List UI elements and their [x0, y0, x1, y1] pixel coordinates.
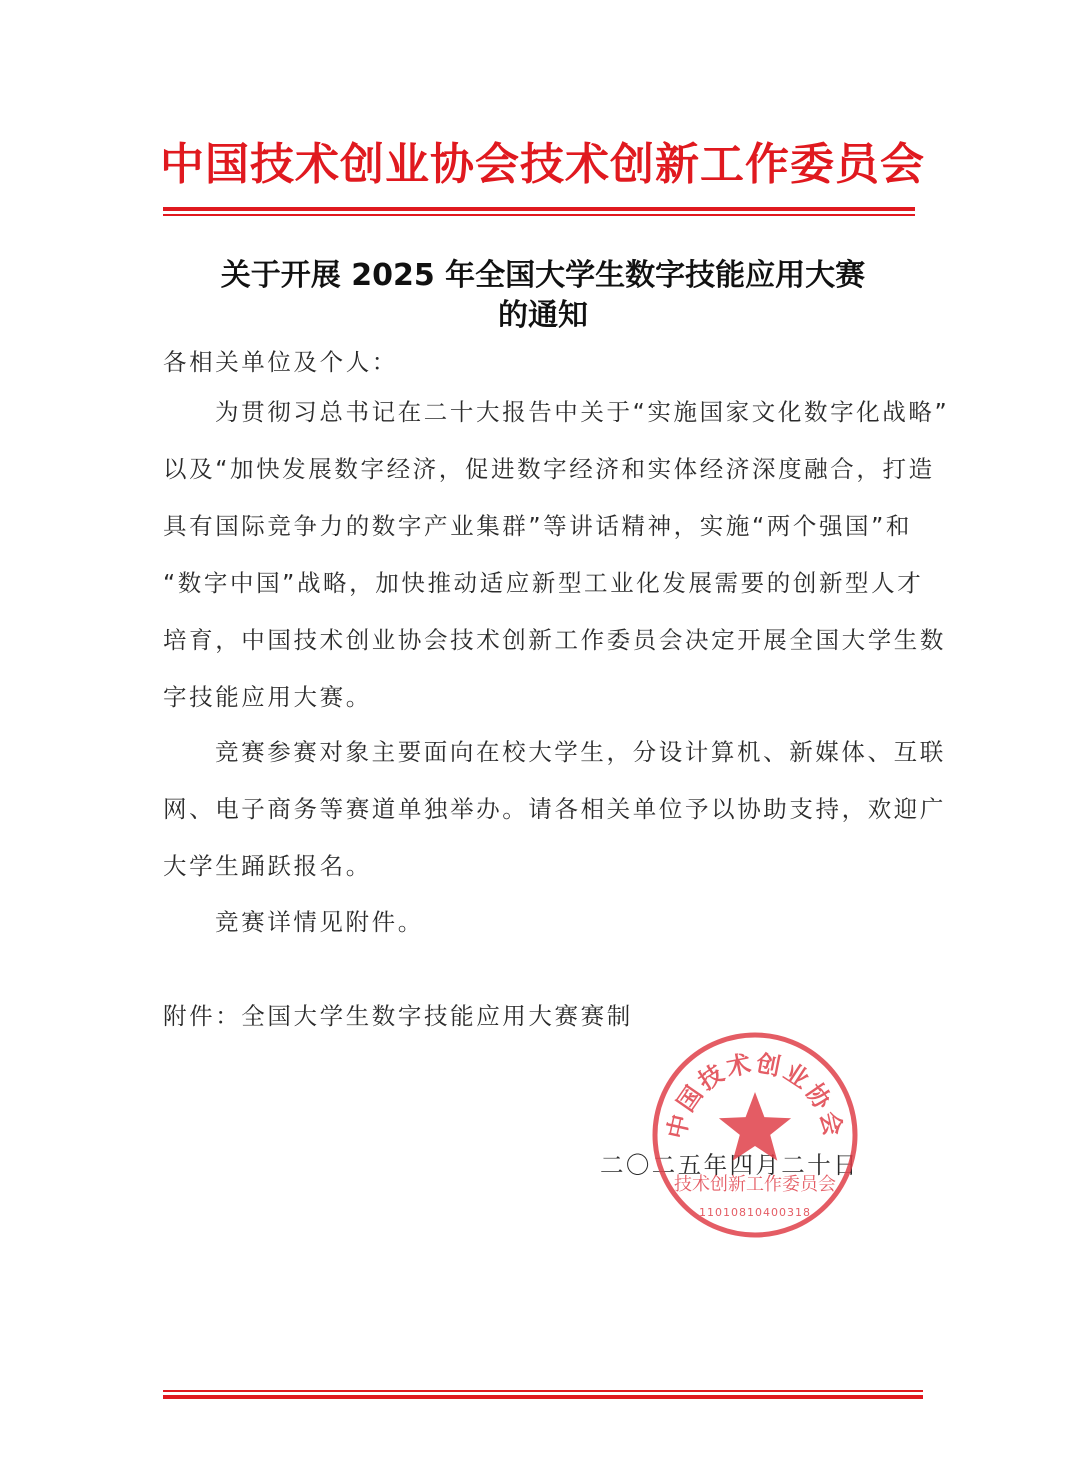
issue-date: 二〇二五年四月二十日: [600, 1151, 859, 1179]
seal-org-text: 中国技术创业协会: [661, 1048, 849, 1142]
paragraph-line: 竞赛参赛对象主要面向在校大学生，分设计算机、新媒体、互联: [215, 738, 946, 766]
paragraph-line: “数字中国”战略，加快推动适应新型工业化发展需要的创新型人才: [163, 569, 924, 597]
paragraph-line: 大学生踊跃报名。: [163, 852, 372, 880]
paragraph-line: 以及“加快发展数字经济，促进数字经济和实体经济深度融合，打造: [163, 455, 935, 483]
official-seal: [650, 1030, 860, 1240]
paragraph-line: 培育，中国技术创业协会技术创新工作委员会决定开展全国大学生数: [163, 626, 946, 654]
paragraph-1: [163, 384, 950, 726]
paragraph-line: 竞赛详情见附件。: [215, 908, 424, 936]
header-rule-thin: [163, 214, 915, 216]
paragraph-line: 字技能应用大赛。: [163, 683, 372, 711]
salutation: 各相关单位及个人：: [163, 348, 398, 376]
seal-committee-text: 技术创新工作委员会: [674, 1174, 836, 1195]
paragraph-3: [163, 894, 933, 951]
seal-code-text: 1101081040031​8: [699, 1206, 811, 1219]
header-rule-thick: [163, 207, 915, 211]
footer-rule-thin: [163, 1390, 923, 1392]
notice-title-line2: 的通知: [498, 298, 588, 333]
notice-title-line1: 关于开展 2025 年全国大学生数字技能应用大赛: [220, 258, 866, 293]
paragraph-2: [163, 724, 946, 895]
seal-star-icon: [719, 1092, 791, 1161]
paragraph-line: 为贯彻习总书记在二十大报告中关于“实施国家文化数字化战略”: [215, 398, 950, 426]
paragraph-line: 网、电子商务等赛道单独举办。请各相关单位予以协助支持，欢迎广: [163, 795, 946, 823]
paragraph-line: 具有国际竞争力的数字产业集群”等讲话精神，实施“两个强国”和: [163, 512, 913, 540]
footer-rule-thick: [163, 1395, 923, 1399]
attachment-note: 附件：全国大学生数字技能应用大赛赛制: [163, 1002, 633, 1030]
org-header-title: 中国技术创业协会技术创新工作委员会: [160, 139, 925, 190]
